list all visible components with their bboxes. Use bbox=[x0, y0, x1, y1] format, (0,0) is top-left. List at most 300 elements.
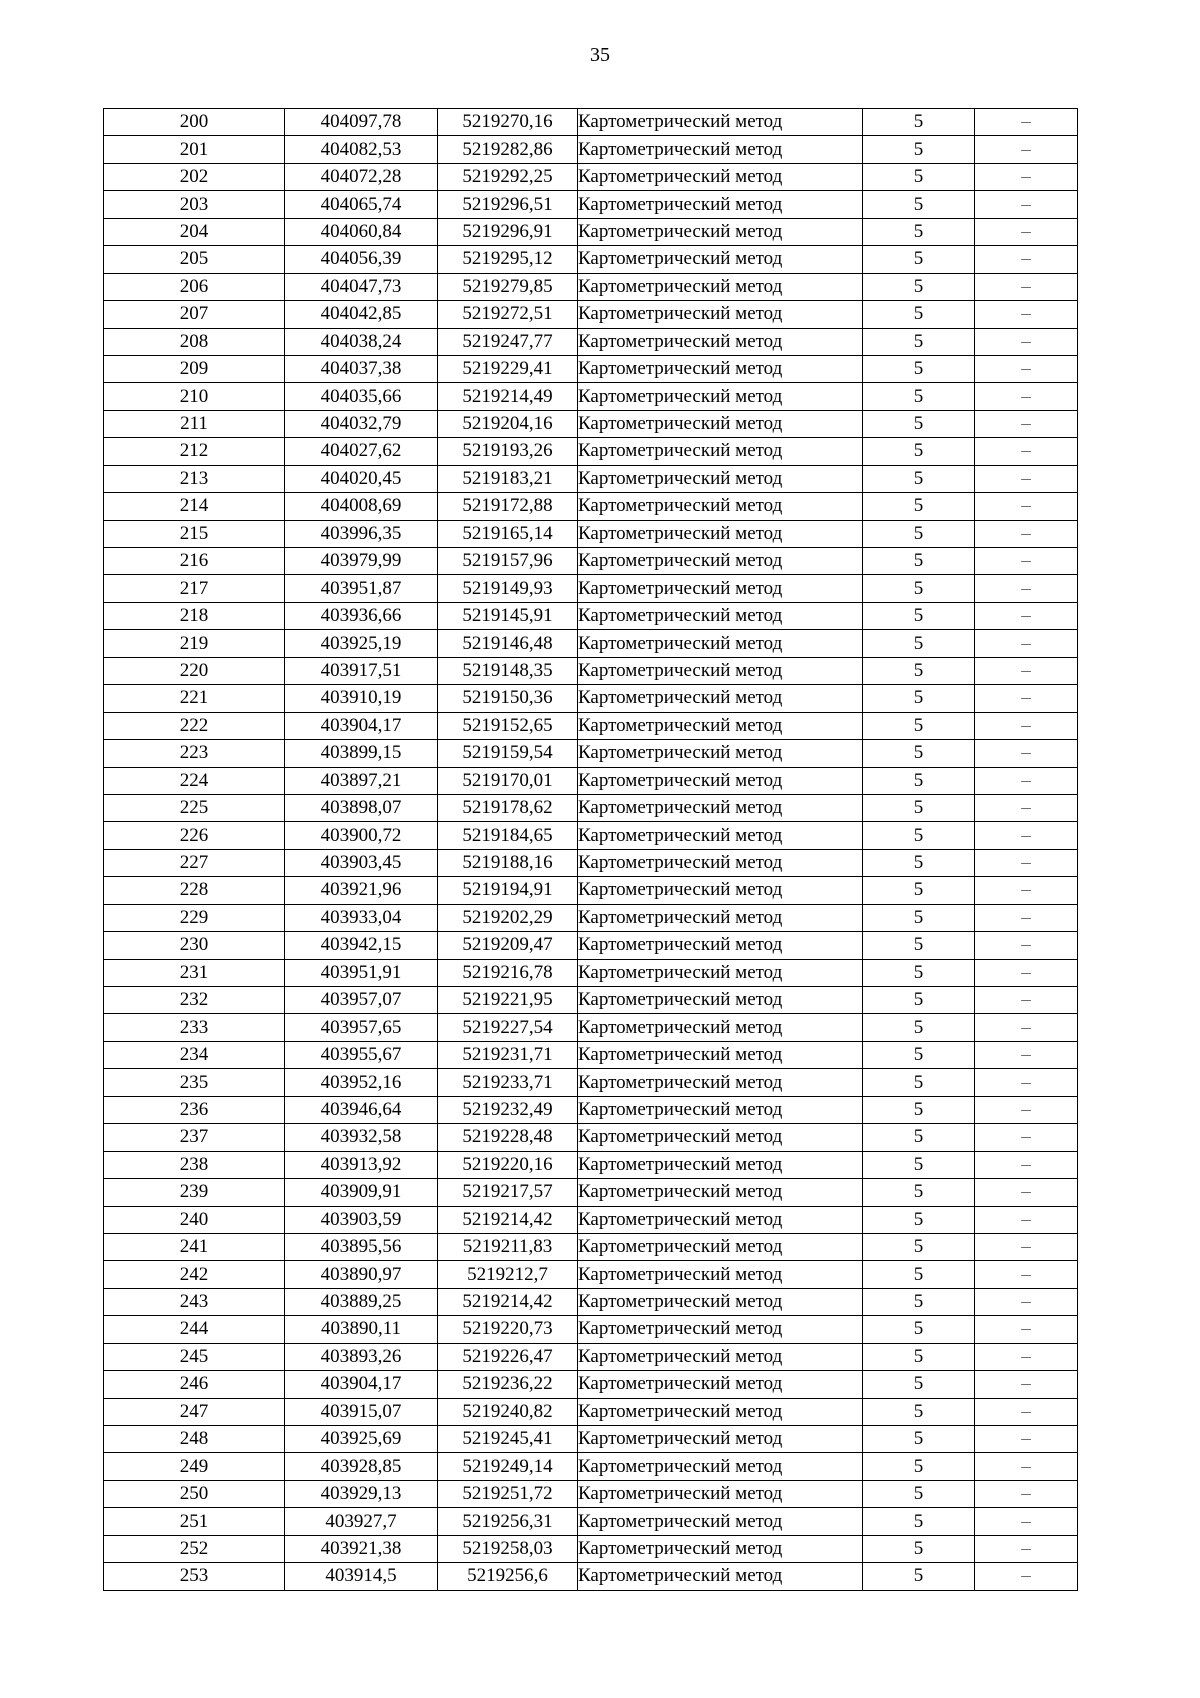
y-coordinate-cell: 5219184,65 bbox=[438, 822, 578, 849]
accuracy-cell: 5 bbox=[863, 301, 975, 328]
y-coordinate-cell: 5219258,03 bbox=[438, 1535, 578, 1562]
point-number-cell: 207 bbox=[104, 301, 285, 328]
note-cell: – bbox=[975, 1343, 1078, 1370]
accuracy-cell: 5 bbox=[863, 383, 975, 410]
accuracy-cell: 5 bbox=[863, 849, 975, 876]
x-coordinate-cell: 403889,25 bbox=[285, 1288, 438, 1315]
table-row bbox=[104, 987, 1078, 1014]
y-coordinate-cell: 5219217,57 bbox=[438, 1179, 578, 1206]
method-cell: Картометрический метод bbox=[578, 493, 863, 520]
accuracy-cell: 5 bbox=[863, 575, 975, 602]
accuracy-cell: 5 bbox=[863, 1261, 975, 1288]
method-cell: Картометрический метод bbox=[578, 1535, 863, 1562]
x-coordinate-cell: 403903,45 bbox=[285, 849, 438, 876]
x-coordinate-cell: 403917,51 bbox=[285, 657, 438, 684]
method-cell: Картометрический метод bbox=[578, 1041, 863, 1068]
point-number-cell: 231 bbox=[104, 959, 285, 986]
accuracy-cell: 5 bbox=[863, 218, 975, 245]
note-cell: – bbox=[975, 822, 1078, 849]
accuracy-cell: 5 bbox=[863, 602, 975, 629]
accuracy-cell: 5 bbox=[863, 246, 975, 273]
table-row bbox=[104, 355, 1078, 382]
point-number-cell: 236 bbox=[104, 1096, 285, 1123]
point-number-cell: 239 bbox=[104, 1179, 285, 1206]
method-cell: Картометрический метод bbox=[578, 163, 863, 190]
note-cell: – bbox=[975, 740, 1078, 767]
accuracy-cell: 5 bbox=[863, 548, 975, 575]
note-cell: – bbox=[975, 410, 1078, 437]
note-cell: – bbox=[975, 1398, 1078, 1425]
y-coordinate-cell: 5219227,54 bbox=[438, 1014, 578, 1041]
method-cell: Картометрический метод bbox=[578, 191, 863, 218]
x-coordinate-cell: 404060,84 bbox=[285, 218, 438, 245]
method-cell: Картометрический метод bbox=[578, 630, 863, 657]
table-row bbox=[104, 520, 1078, 547]
point-number-cell: 252 bbox=[104, 1535, 285, 1562]
table-row bbox=[104, 822, 1078, 849]
accuracy-cell: 5 bbox=[863, 163, 975, 190]
note-cell: – bbox=[975, 1151, 1078, 1178]
y-coordinate-cell: 5219228,48 bbox=[438, 1124, 578, 1151]
table-row bbox=[104, 328, 1078, 355]
x-coordinate-cell: 403909,91 bbox=[285, 1179, 438, 1206]
accuracy-cell: 5 bbox=[863, 904, 975, 931]
table-row bbox=[104, 273, 1078, 300]
y-coordinate-cell: 5219233,71 bbox=[438, 1069, 578, 1096]
method-cell: Картометрический метод bbox=[578, 1179, 863, 1206]
accuracy-cell: 5 bbox=[863, 712, 975, 739]
accuracy-cell: 5 bbox=[863, 959, 975, 986]
point-number-cell: 209 bbox=[104, 355, 285, 382]
x-coordinate-cell: 404037,38 bbox=[285, 355, 438, 382]
accuracy-cell: 5 bbox=[863, 1041, 975, 1068]
note-cell: – bbox=[975, 465, 1078, 492]
table-row bbox=[104, 575, 1078, 602]
accuracy-cell: 5 bbox=[863, 1233, 975, 1260]
x-coordinate-cell: 403895,56 bbox=[285, 1233, 438, 1260]
point-number-cell: 233 bbox=[104, 1014, 285, 1041]
note-cell: – bbox=[975, 685, 1078, 712]
note-cell: – bbox=[975, 575, 1078, 602]
method-cell: Картометрический метод bbox=[578, 1261, 863, 1288]
x-coordinate-cell: 403951,91 bbox=[285, 959, 438, 986]
coordinates-table bbox=[103, 108, 1078, 1591]
x-coordinate-cell: 403925,19 bbox=[285, 630, 438, 657]
table-row bbox=[104, 630, 1078, 657]
y-coordinate-cell: 5219251,72 bbox=[438, 1480, 578, 1507]
table-row bbox=[104, 1151, 1078, 1178]
note-cell: – bbox=[975, 136, 1078, 163]
x-coordinate-cell: 403897,21 bbox=[285, 767, 438, 794]
x-coordinate-cell: 404065,74 bbox=[285, 191, 438, 218]
point-number-cell: 247 bbox=[104, 1398, 285, 1425]
x-coordinate-cell: 403925,69 bbox=[285, 1426, 438, 1453]
table-row bbox=[104, 1041, 1078, 1068]
note-cell: – bbox=[975, 1508, 1078, 1535]
method-cell: Картометрический метод bbox=[578, 410, 863, 437]
note-cell: – bbox=[975, 767, 1078, 794]
note-cell: – bbox=[975, 1041, 1078, 1068]
accuracy-cell: 5 bbox=[863, 1398, 975, 1425]
point-number-cell: 200 bbox=[104, 109, 285, 136]
y-coordinate-cell: 5219209,47 bbox=[438, 932, 578, 959]
x-coordinate-cell: 403996,35 bbox=[285, 520, 438, 547]
x-coordinate-cell: 403900,72 bbox=[285, 822, 438, 849]
table-row bbox=[104, 932, 1078, 959]
point-number-cell: 244 bbox=[104, 1316, 285, 1343]
point-number-cell: 220 bbox=[104, 657, 285, 684]
method-cell: Картометрический метод bbox=[578, 1563, 863, 1590]
note-cell: – bbox=[975, 1096, 1078, 1123]
method-cell: Картометрический метод bbox=[578, 1069, 863, 1096]
point-number-cell: 222 bbox=[104, 712, 285, 739]
y-coordinate-cell: 5219229,41 bbox=[438, 355, 578, 382]
table-row bbox=[104, 548, 1078, 575]
note-cell: – bbox=[975, 1563, 1078, 1590]
accuracy-cell: 5 bbox=[863, 1426, 975, 1453]
method-cell: Картометрический метод bbox=[578, 987, 863, 1014]
point-number-cell: 251 bbox=[104, 1508, 285, 1535]
note-cell: – bbox=[975, 109, 1078, 136]
table-row bbox=[104, 1206, 1078, 1233]
accuracy-cell: 5 bbox=[863, 877, 975, 904]
note-cell: – bbox=[975, 355, 1078, 382]
point-number-cell: 234 bbox=[104, 1041, 285, 1068]
point-number-cell: 229 bbox=[104, 904, 285, 931]
y-coordinate-cell: 5219172,88 bbox=[438, 493, 578, 520]
y-coordinate-cell: 5219220,73 bbox=[438, 1316, 578, 1343]
x-coordinate-cell: 403936,66 bbox=[285, 602, 438, 629]
y-coordinate-cell: 5219236,22 bbox=[438, 1371, 578, 1398]
method-cell: Картометрический метод bbox=[578, 218, 863, 245]
x-coordinate-cell: 403913,92 bbox=[285, 1151, 438, 1178]
y-coordinate-cell: 5219212,7 bbox=[438, 1261, 578, 1288]
x-coordinate-cell: 403933,04 bbox=[285, 904, 438, 931]
accuracy-cell: 5 bbox=[863, 1453, 975, 1480]
x-coordinate-cell: 403893,26 bbox=[285, 1343, 438, 1370]
point-number-cell: 206 bbox=[104, 273, 285, 300]
y-coordinate-cell: 5219193,26 bbox=[438, 438, 578, 465]
table-row bbox=[104, 959, 1078, 986]
table-row bbox=[104, 163, 1078, 190]
note-cell: – bbox=[975, 959, 1078, 986]
point-number-cell: 232 bbox=[104, 987, 285, 1014]
x-coordinate-cell: 403979,99 bbox=[285, 548, 438, 575]
y-coordinate-cell: 5219214,49 bbox=[438, 383, 578, 410]
y-coordinate-cell: 5219165,14 bbox=[438, 520, 578, 547]
method-cell: Картометрический метод bbox=[578, 1316, 863, 1343]
y-coordinate-cell: 5219216,78 bbox=[438, 959, 578, 986]
y-coordinate-cell: 5219159,54 bbox=[438, 740, 578, 767]
method-cell: Картометрический метод bbox=[578, 575, 863, 602]
method-cell: Картометрический метод bbox=[578, 794, 863, 821]
page-number: 35 bbox=[590, 44, 610, 66]
method-cell: Картометрический метод bbox=[578, 136, 863, 163]
note-cell: – bbox=[975, 163, 1078, 190]
y-coordinate-cell: 5219214,42 bbox=[438, 1288, 578, 1315]
method-cell: Картометрический метод bbox=[578, 904, 863, 931]
table-row bbox=[104, 493, 1078, 520]
x-coordinate-cell: 404072,28 bbox=[285, 163, 438, 190]
method-cell: Картометрический метод bbox=[578, 767, 863, 794]
method-cell: Картометрический метод bbox=[578, 520, 863, 547]
table-row bbox=[104, 109, 1078, 136]
method-cell: Картометрический метод bbox=[578, 1096, 863, 1123]
point-number-cell: 214 bbox=[104, 493, 285, 520]
note-cell: – bbox=[975, 1371, 1078, 1398]
method-cell: Картометрический метод bbox=[578, 548, 863, 575]
accuracy-cell: 5 bbox=[863, 1014, 975, 1041]
point-number-cell: 228 bbox=[104, 877, 285, 904]
note-cell: – bbox=[975, 1426, 1078, 1453]
method-cell: Картометрический метод bbox=[578, 383, 863, 410]
x-coordinate-cell: 403910,19 bbox=[285, 685, 438, 712]
accuracy-cell: 5 bbox=[863, 822, 975, 849]
method-cell: Картометрический метод bbox=[578, 438, 863, 465]
note-cell: – bbox=[975, 904, 1078, 931]
point-number-cell: 238 bbox=[104, 1151, 285, 1178]
x-coordinate-cell: 403946,64 bbox=[285, 1096, 438, 1123]
table-row bbox=[104, 685, 1078, 712]
accuracy-cell: 5 bbox=[863, 520, 975, 547]
accuracy-cell: 5 bbox=[863, 932, 975, 959]
note-cell: – bbox=[975, 849, 1078, 876]
table-row bbox=[104, 1179, 1078, 1206]
x-coordinate-cell: 404035,66 bbox=[285, 383, 438, 410]
point-number-cell: 212 bbox=[104, 438, 285, 465]
table-row bbox=[104, 191, 1078, 218]
point-number-cell: 243 bbox=[104, 1288, 285, 1315]
accuracy-cell: 5 bbox=[863, 493, 975, 520]
note-cell: – bbox=[975, 1535, 1078, 1562]
y-coordinate-cell: 5219149,93 bbox=[438, 575, 578, 602]
accuracy-cell: 5 bbox=[863, 273, 975, 300]
accuracy-cell: 5 bbox=[863, 740, 975, 767]
y-coordinate-cell: 5219220,16 bbox=[438, 1151, 578, 1178]
point-number-cell: 253 bbox=[104, 1563, 285, 1590]
note-cell: – bbox=[975, 602, 1078, 629]
point-number-cell: 213 bbox=[104, 465, 285, 492]
table-row bbox=[104, 1069, 1078, 1096]
y-coordinate-cell: 5219279,85 bbox=[438, 273, 578, 300]
y-coordinate-cell: 5219170,01 bbox=[438, 767, 578, 794]
accuracy-cell: 5 bbox=[863, 410, 975, 437]
y-coordinate-cell: 5219202,29 bbox=[438, 904, 578, 931]
method-cell: Картометрический метод bbox=[578, 849, 863, 876]
point-number-cell: 217 bbox=[104, 575, 285, 602]
method-cell: Картометрический метод bbox=[578, 1398, 863, 1425]
y-coordinate-cell: 5219204,16 bbox=[438, 410, 578, 437]
accuracy-cell: 5 bbox=[863, 1508, 975, 1535]
x-coordinate-cell: 403903,59 bbox=[285, 1206, 438, 1233]
x-coordinate-cell: 403890,11 bbox=[285, 1316, 438, 1343]
accuracy-cell: 5 bbox=[863, 1535, 975, 1562]
accuracy-cell: 5 bbox=[863, 767, 975, 794]
y-coordinate-cell: 5219231,71 bbox=[438, 1041, 578, 1068]
point-number-cell: 210 bbox=[104, 383, 285, 410]
x-coordinate-cell: 404027,62 bbox=[285, 438, 438, 465]
point-number-cell: 203 bbox=[104, 191, 285, 218]
accuracy-cell: 5 bbox=[863, 1288, 975, 1315]
y-coordinate-cell: 5219232,49 bbox=[438, 1096, 578, 1123]
note-cell: – bbox=[975, 1261, 1078, 1288]
table-row bbox=[104, 904, 1078, 931]
accuracy-cell: 5 bbox=[863, 1151, 975, 1178]
accuracy-cell: 5 bbox=[863, 191, 975, 218]
point-number-cell: 211 bbox=[104, 410, 285, 437]
x-coordinate-cell: 403955,67 bbox=[285, 1041, 438, 1068]
method-cell: Картометрический метод bbox=[578, 1124, 863, 1151]
point-number-cell: 215 bbox=[104, 520, 285, 547]
x-coordinate-cell: 403921,96 bbox=[285, 877, 438, 904]
point-number-cell: 223 bbox=[104, 740, 285, 767]
x-coordinate-cell: 404038,24 bbox=[285, 328, 438, 355]
point-number-cell: 205 bbox=[104, 246, 285, 273]
accuracy-cell: 5 bbox=[863, 657, 975, 684]
table-row bbox=[104, 218, 1078, 245]
point-number-cell: 226 bbox=[104, 822, 285, 849]
accuracy-cell: 5 bbox=[863, 1206, 975, 1233]
accuracy-cell: 5 bbox=[863, 794, 975, 821]
method-cell: Картометрический метод bbox=[578, 355, 863, 382]
table-row bbox=[104, 383, 1078, 410]
x-coordinate-cell: 403898,07 bbox=[285, 794, 438, 821]
accuracy-cell: 5 bbox=[863, 1371, 975, 1398]
y-coordinate-cell: 5219292,25 bbox=[438, 163, 578, 190]
x-coordinate-cell: 403957,07 bbox=[285, 987, 438, 1014]
method-cell: Картометрический метод bbox=[578, 273, 863, 300]
note-cell: – bbox=[975, 548, 1078, 575]
table-row bbox=[104, 1261, 1078, 1288]
accuracy-cell: 5 bbox=[863, 465, 975, 492]
y-coordinate-cell: 5219256,6 bbox=[438, 1563, 578, 1590]
y-coordinate-cell: 5219157,96 bbox=[438, 548, 578, 575]
y-coordinate-cell: 5219145,91 bbox=[438, 602, 578, 629]
method-cell: Картометрический метод bbox=[578, 1453, 863, 1480]
accuracy-cell: 5 bbox=[863, 1124, 975, 1151]
x-coordinate-cell: 404008,69 bbox=[285, 493, 438, 520]
table-row bbox=[104, 465, 1078, 492]
x-coordinate-cell: 404047,73 bbox=[285, 273, 438, 300]
table-row bbox=[104, 301, 1078, 328]
y-coordinate-cell: 5219249,14 bbox=[438, 1453, 578, 1480]
y-coordinate-cell: 5219270,16 bbox=[438, 109, 578, 136]
note-cell: – bbox=[975, 657, 1078, 684]
table-row bbox=[104, 410, 1078, 437]
table-row bbox=[104, 1398, 1078, 1425]
note-cell: – bbox=[975, 218, 1078, 245]
table-row bbox=[104, 246, 1078, 273]
y-coordinate-cell: 5219221,95 bbox=[438, 987, 578, 1014]
note-cell: – bbox=[975, 932, 1078, 959]
note-cell: – bbox=[975, 1014, 1078, 1041]
table-row bbox=[104, 1288, 1078, 1315]
x-coordinate-cell: 403942,15 bbox=[285, 932, 438, 959]
method-cell: Картометрический метод bbox=[578, 246, 863, 273]
y-coordinate-cell: 5219296,91 bbox=[438, 218, 578, 245]
x-coordinate-cell: 403952,16 bbox=[285, 1069, 438, 1096]
x-coordinate-cell: 403914,5 bbox=[285, 1563, 438, 1590]
table-row bbox=[104, 1535, 1078, 1562]
y-coordinate-cell: 5219256,31 bbox=[438, 1508, 578, 1535]
point-number-cell: 218 bbox=[104, 602, 285, 629]
x-coordinate-cell: 403899,15 bbox=[285, 740, 438, 767]
method-cell: Картометрический метод bbox=[578, 657, 863, 684]
method-cell: Картометрический метод bbox=[578, 1288, 863, 1315]
x-coordinate-cell: 403890,97 bbox=[285, 1261, 438, 1288]
method-cell: Картометрический метод bbox=[578, 877, 863, 904]
x-coordinate-cell: 403921,38 bbox=[285, 1535, 438, 1562]
table-row bbox=[104, 1563, 1078, 1590]
point-number-cell: 227 bbox=[104, 849, 285, 876]
method-cell: Картометрический метод bbox=[578, 822, 863, 849]
note-cell: – bbox=[975, 1179, 1078, 1206]
table-row bbox=[104, 1124, 1078, 1151]
note-cell: – bbox=[975, 1069, 1078, 1096]
method-cell: Картометрический метод bbox=[578, 1206, 863, 1233]
y-coordinate-cell: 5219152,65 bbox=[438, 712, 578, 739]
table-row bbox=[104, 1480, 1078, 1507]
point-number-cell: 245 bbox=[104, 1343, 285, 1370]
note-cell: – bbox=[975, 1206, 1078, 1233]
accuracy-cell: 5 bbox=[863, 136, 975, 163]
point-number-cell: 250 bbox=[104, 1480, 285, 1507]
accuracy-cell: 5 bbox=[863, 438, 975, 465]
accuracy-cell: 5 bbox=[863, 1480, 975, 1507]
table-row bbox=[104, 438, 1078, 465]
accuracy-cell: 5 bbox=[863, 1069, 975, 1096]
accuracy-cell: 5 bbox=[863, 1179, 975, 1206]
x-coordinate-cell: 404056,39 bbox=[285, 246, 438, 273]
x-coordinate-cell: 403904,17 bbox=[285, 712, 438, 739]
note-cell: – bbox=[975, 301, 1078, 328]
method-cell: Картометрический метод bbox=[578, 1343, 863, 1370]
table-row bbox=[104, 1371, 1078, 1398]
method-cell: Картометрический метод bbox=[578, 959, 863, 986]
method-cell: Картометрический метод bbox=[578, 685, 863, 712]
x-coordinate-cell: 404097,78 bbox=[285, 109, 438, 136]
table-row bbox=[104, 740, 1078, 767]
point-number-cell: 241 bbox=[104, 1233, 285, 1260]
x-coordinate-cell: 404082,53 bbox=[285, 136, 438, 163]
point-number-cell: 235 bbox=[104, 1069, 285, 1096]
x-coordinate-cell: 403915,07 bbox=[285, 1398, 438, 1425]
note-cell: – bbox=[975, 877, 1078, 904]
accuracy-cell: 5 bbox=[863, 328, 975, 355]
note-cell: – bbox=[975, 987, 1078, 1014]
point-number-cell: 240 bbox=[104, 1206, 285, 1233]
note-cell: – bbox=[975, 1288, 1078, 1315]
note-cell: – bbox=[975, 191, 1078, 218]
point-number-cell: 230 bbox=[104, 932, 285, 959]
table-row bbox=[104, 602, 1078, 629]
table-row bbox=[104, 794, 1078, 821]
method-cell: Картометрический метод bbox=[578, 740, 863, 767]
point-number-cell: 221 bbox=[104, 685, 285, 712]
point-number-cell: 248 bbox=[104, 1426, 285, 1453]
y-coordinate-cell: 5219188,16 bbox=[438, 849, 578, 876]
point-number-cell: 242 bbox=[104, 1261, 285, 1288]
method-cell: Картометрический метод bbox=[578, 1014, 863, 1041]
y-coordinate-cell: 5219211,83 bbox=[438, 1233, 578, 1260]
note-cell: – bbox=[975, 1316, 1078, 1343]
method-cell: Картометрический метод bbox=[578, 109, 863, 136]
accuracy-cell: 5 bbox=[863, 355, 975, 382]
method-cell: Картометрический метод bbox=[578, 1371, 863, 1398]
accuracy-cell: 5 bbox=[863, 630, 975, 657]
y-coordinate-cell: 5219295,12 bbox=[438, 246, 578, 273]
x-coordinate-cell: 403932,58 bbox=[285, 1124, 438, 1151]
